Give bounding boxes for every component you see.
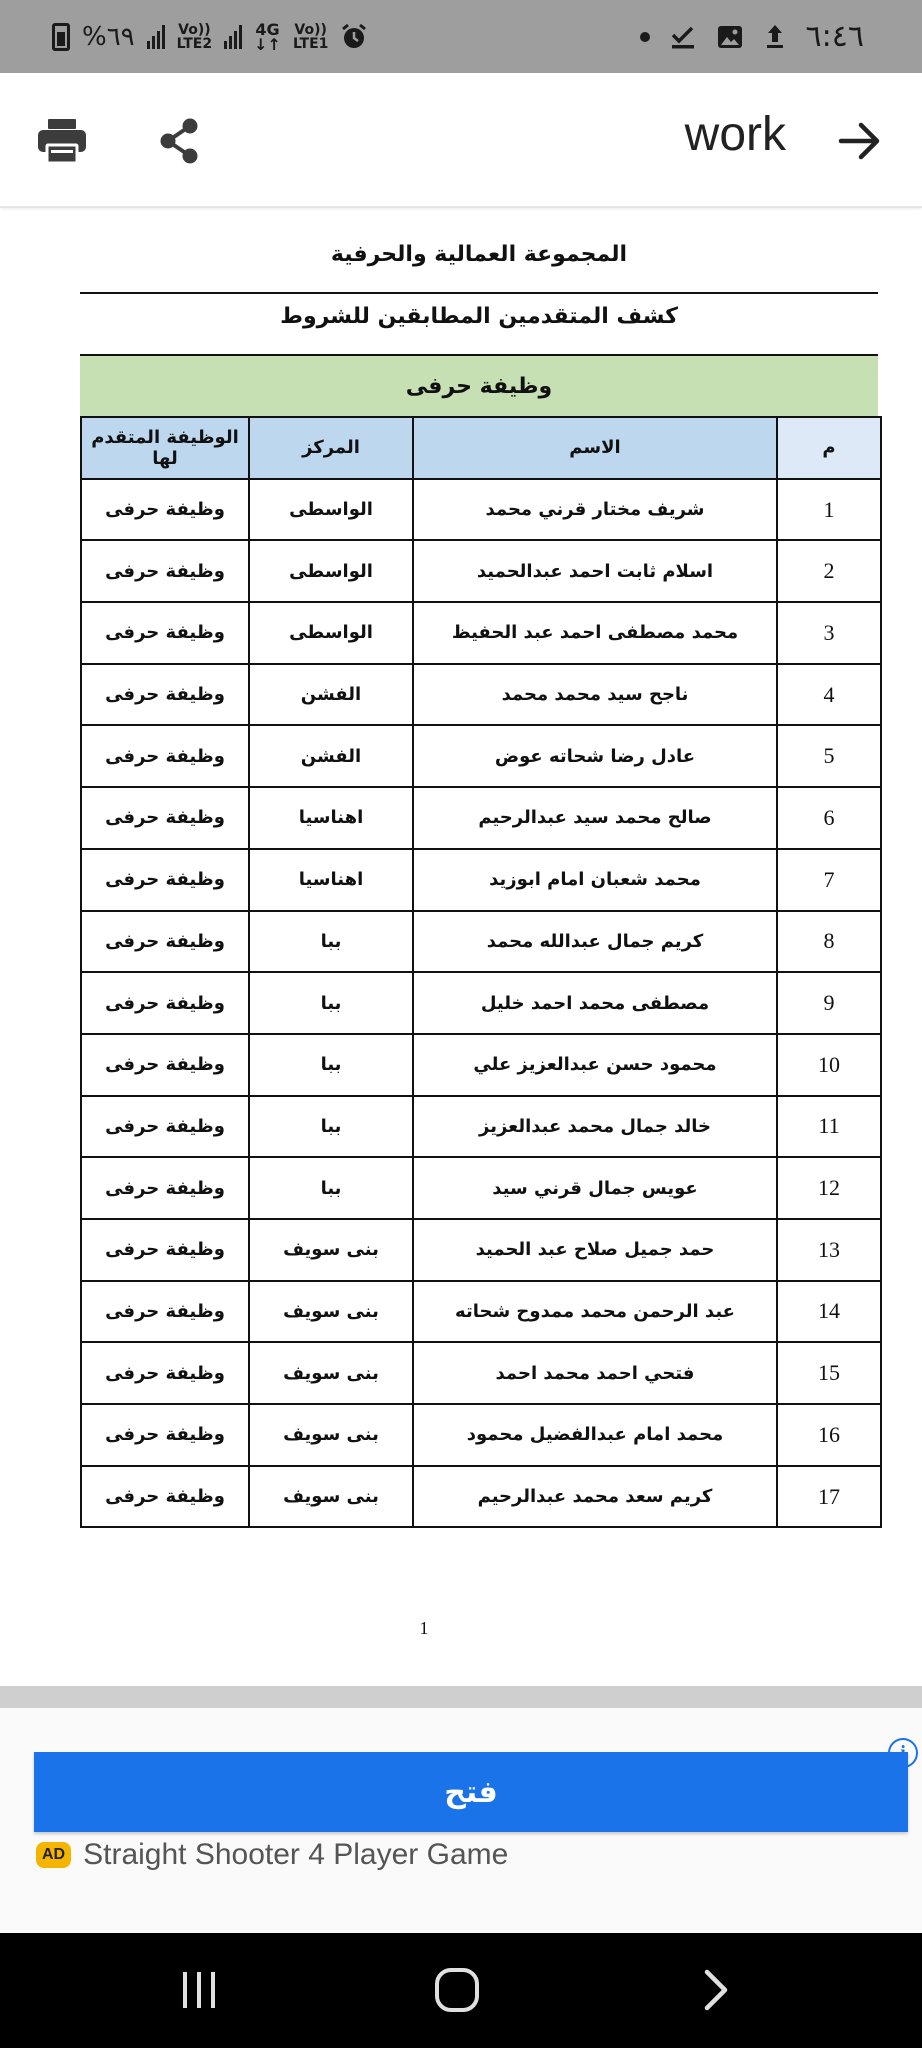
section-title-text: وظيفة حرفى: [405, 373, 553, 399]
applicants-table: [80, 416, 882, 1528]
cell-no: 17: [777, 1466, 881, 1528]
ad-info[interactable]: [36, 1838, 508, 1872]
network-type: 4G: [255, 19, 280, 39]
check-icon: [670, 24, 696, 50]
header-name: الاسم: [413, 417, 777, 479]
cell-no: 8: [777, 911, 881, 973]
notification-dot-icon: [640, 32, 650, 42]
table-row: [81, 540, 881, 602]
cell-center: الواسطى: [249, 602, 413, 664]
sim1-indicator: [293, 23, 328, 51]
table-row: [81, 1157, 881, 1219]
table-body: [81, 479, 881, 1528]
cell-no: 16: [777, 1404, 881, 1466]
cell-no: 6: [777, 787, 881, 849]
ad-title[interactable]: Straight Shooter 4 Player Game: [83, 1838, 509, 1871]
cell-name: عويس جمال قرني سيد: [413, 1157, 777, 1219]
ad-banner: [0, 1708, 922, 1933]
cell-center: اهناسيا: [249, 849, 413, 911]
cell-no: 1: [777, 479, 881, 541]
cell-name: محمود حسن عبدالعزيز علي: [413, 1034, 777, 1096]
cell-center: بنى سويف: [249, 1466, 413, 1528]
cell-no: 14: [777, 1281, 881, 1343]
cell-no: 12: [777, 1157, 881, 1219]
print-icon: [36, 118, 88, 164]
recents-button[interactable]: [154, 1955, 244, 2025]
navigation-bar: [0, 1933, 922, 2048]
cell-name: مصطفى محمد احمد خليل: [413, 972, 777, 1034]
separator: [0, 1686, 922, 1708]
table-row: [81, 1466, 881, 1528]
cell-name: صالح محمد سيد عبدالرحيم: [413, 787, 777, 849]
cell-job: وظيفة حرفى: [81, 972, 249, 1034]
cell-no: 2: [777, 540, 881, 602]
cell-center: بنى سويف: [249, 1342, 413, 1404]
recents-icon: [177, 1968, 221, 2012]
table-row: [81, 479, 881, 541]
cell-center: الفشن: [249, 664, 413, 726]
cell-name: فتحي احمد محمد احمد: [413, 1342, 777, 1404]
cell-center: بنى سويف: [249, 1219, 413, 1281]
signal-icon: [147, 25, 165, 49]
table-row: [81, 1219, 881, 1281]
cell-job: وظيفة حرفى: [81, 479, 249, 541]
cell-name: كريم جمال عبدالله محمد: [413, 911, 777, 973]
cell-name: عادل رضا شحاته عوض: [413, 725, 777, 787]
cell-no: 9: [777, 972, 881, 1034]
forward-arrow-icon: [838, 119, 882, 163]
forward-button[interactable]: [820, 101, 900, 181]
cell-no: 3: [777, 602, 881, 664]
cell-center: بنى سويف: [249, 1281, 413, 1343]
sim1-lte: LTE1: [292, 35, 329, 52]
cell-center: الواسطى: [249, 479, 413, 541]
ad-badge: AD: [36, 1842, 71, 1868]
alarm-icon: [340, 23, 368, 51]
divider: [80, 292, 878, 294]
cell-no: 4: [777, 664, 881, 726]
cell-job: وظيفة حرفى: [81, 911, 249, 973]
cell-job: وظيفة حرفى: [81, 602, 249, 664]
clock: ٦:٤٦: [805, 19, 864, 54]
table-row: [81, 1342, 881, 1404]
sim2-indicator: [177, 23, 212, 51]
page-title: work: [684, 108, 786, 161]
share-icon: [157, 117, 201, 165]
home-button[interactable]: [412, 1955, 502, 2025]
battery-percent: %٦٩: [82, 21, 135, 52]
table-row: [81, 1404, 881, 1466]
cell-no: 11: [777, 1096, 881, 1158]
status-right: [640, 19, 864, 54]
table-row: [81, 911, 881, 973]
home-icon: [433, 1966, 481, 2014]
cell-job: وظيفة حرفى: [81, 849, 249, 911]
cell-job: وظيفة حرفى: [81, 664, 249, 726]
status-left: [52, 19, 368, 54]
back-icon: [695, 1966, 735, 2014]
table-row: [81, 849, 881, 911]
cell-job: وظيفة حرفى: [81, 725, 249, 787]
battery-icon: [52, 23, 70, 51]
status-bar: [0, 0, 922, 73]
network-arrows: ↓↑: [254, 34, 281, 54]
cell-center: بنى سويف: [249, 1404, 413, 1466]
table-row: [81, 787, 881, 849]
cell-name: شريف مختار قرني محمد: [413, 479, 777, 541]
cell-job: وظيفة حرفى: [81, 1466, 249, 1528]
table-row: [81, 972, 881, 1034]
image-icon: [716, 23, 744, 51]
cell-center: ببا: [249, 972, 413, 1034]
page-number: 1: [419, 1618, 429, 1638]
cell-name: حمد جميل صلاح عبد الحميد: [413, 1219, 777, 1281]
cell-no: 15: [777, 1342, 881, 1404]
cell-job: وظيفة حرفى: [81, 1342, 249, 1404]
cell-center: الفشن: [249, 725, 413, 787]
app-header: [0, 73, 922, 208]
cell-name: خالد جمال محمد عبدالعزيز: [413, 1096, 777, 1158]
table-header-row: [81, 417, 881, 479]
upload-icon: [764, 23, 786, 51]
sim2-volte: Vo)): [178, 21, 211, 38]
cell-job: وظيفة حرفى: [81, 1034, 249, 1096]
cell-name: اسلام ثابت احمد عبدالحميد: [413, 540, 777, 602]
table-row: [81, 664, 881, 726]
header-job: الوظيفة المتقدم لها: [81, 417, 249, 479]
cell-name: محمد مصطفى احمد عبد الحفيظ: [413, 602, 777, 664]
org-title: المجموعة العمالية والحرفية: [330, 242, 628, 267]
sim1-volte: Vo)): [294, 21, 327, 38]
table-row: [81, 602, 881, 664]
cell-name: كريم سعد محمد عبدالرحيم: [413, 1466, 777, 1528]
cell-center: ببا: [249, 1034, 413, 1096]
table-row: [81, 1281, 881, 1343]
network-indicator: [254, 19, 281, 54]
cell-job: وظيفة حرفى: [81, 1404, 249, 1466]
cell-name: محمد شعبان امام ابوزيد: [413, 849, 777, 911]
cell-center: ببا: [249, 1157, 413, 1219]
cell-no: 5: [777, 725, 881, 787]
table-row: [81, 1096, 881, 1158]
cell-job: وظيفة حرفى: [81, 1096, 249, 1158]
cell-job: وظيفة حرفى: [81, 1157, 249, 1219]
section-title: [80, 354, 878, 416]
cell-no: 13: [777, 1219, 881, 1281]
cell-job: وظيفة حرفى: [81, 1281, 249, 1343]
cell-no: 10: [777, 1034, 881, 1096]
back-button[interactable]: [670, 1955, 760, 2025]
cell-job: وظيفة حرفى: [81, 1219, 249, 1281]
sim2-lte: LTE2: [176, 35, 213, 52]
list-title: كشف المتقدمين المطابقين للشروط: [280, 304, 678, 329]
open-button[interactable]: فتح: [34, 1752, 908, 1832]
table-row: [81, 1034, 881, 1096]
cell-job: وظيفة حرفى: [81, 787, 249, 849]
document-page: [0, 210, 922, 1686]
cell-center: ببا: [249, 911, 413, 973]
cell-name: ناجح سيد محمد محمد: [413, 664, 777, 726]
cell-name: محمد امام عبدالفضيل محمود: [413, 1404, 777, 1466]
header-center: المركز: [249, 417, 413, 479]
header-no: م: [777, 417, 881, 479]
cell-no: 7: [777, 849, 881, 911]
cell-name: عبد الرحمن محمد ممدوح شحاته: [413, 1281, 777, 1343]
cell-center: اهناسيا: [249, 787, 413, 849]
table-row: [81, 725, 881, 787]
share-button[interactable]: [139, 101, 219, 181]
print-button[interactable]: [22, 101, 102, 181]
cell-center: الواسطى: [249, 540, 413, 602]
cell-job: وظيفة حرفى: [81, 540, 249, 602]
signal-icon: [224, 25, 242, 49]
cell-center: ببا: [249, 1096, 413, 1158]
